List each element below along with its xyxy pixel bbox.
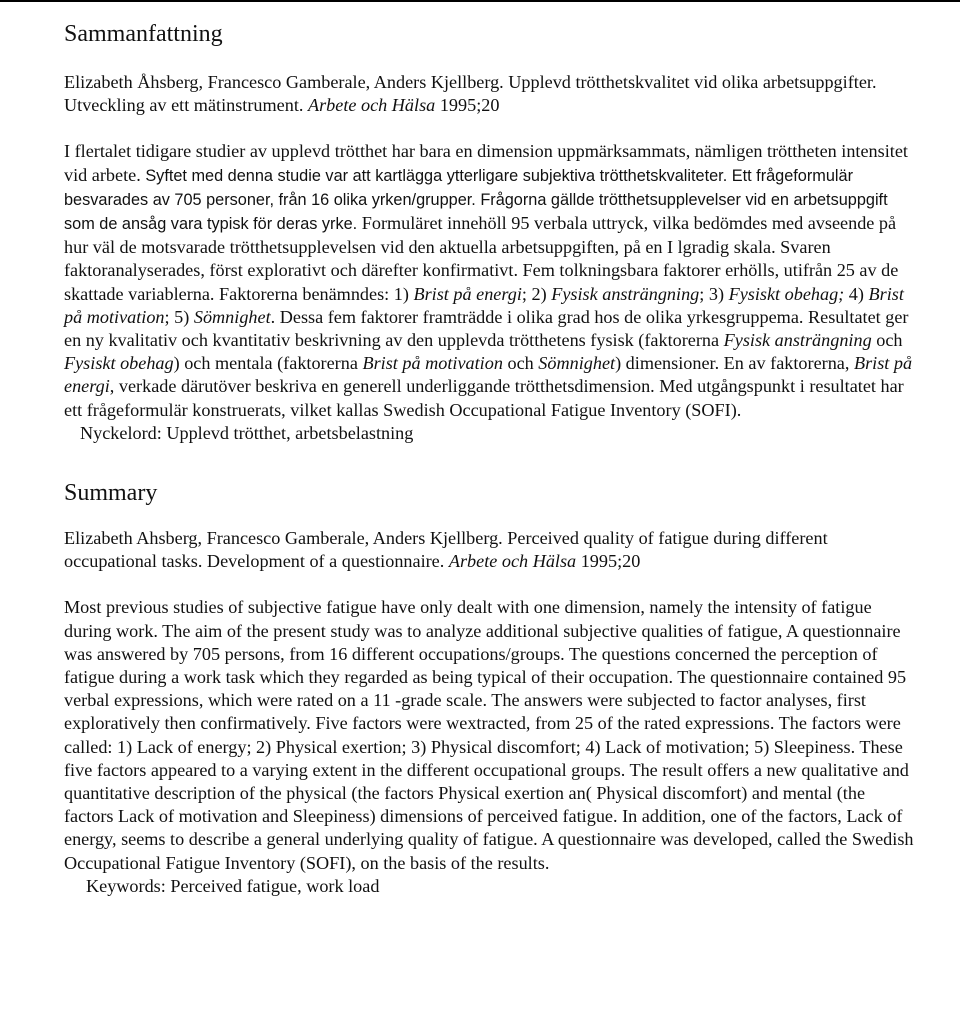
heading-summary: Summary bbox=[64, 480, 158, 507]
abstract-text: , verkade därutöver beskriva en generell underliggande trötthetsdimension. Med utgångspunkt i resultatet har ett frågeformulär konstruerats, vilket kallas Swedish Occupational Fatigue Inventory (SOFI). bbox=[64, 376, 904, 420]
swedish-citation-year: 1995;20 bbox=[435, 95, 500, 116]
swedish-keywords: Nyckelord: Upplevd trötthet, arbetsbelastning bbox=[80, 422, 414, 443]
english-citation-journal: Arbete och Hälsa bbox=[448, 551, 577, 572]
english-citation-authors-title: Elizabeth Ahsberg, Francesco Gamberale, Anders Kjellberg. Perceived quality of fatigue during different occupational tasks. Development of a questionnaire. bbox=[64, 528, 828, 572]
factor-term: Brist på energi bbox=[64, 353, 913, 397]
document-page bbox=[64, 0, 914, 898]
abstract-text: ; 3) bbox=[699, 283, 729, 304]
swedish-citation-journal: Arbete och Hälsa bbox=[307, 95, 436, 116]
swedish-citation-authors-title: Elizabeth Åhsberg, Francesco Gamberale, Anders Kjellberg. Upplevd trötthetskvalitet vid olika arbetsuppgifter. Utveckling av ett mätinstrument. bbox=[64, 72, 877, 116]
factor-term: Fysiskt obehag; bbox=[728, 283, 845, 304]
abstract-text: 4) bbox=[844, 283, 869, 304]
factor-term: Fysisk ansträngning bbox=[723, 330, 872, 351]
heading-sammanfattning: Sammanfattning bbox=[64, 21, 223, 47]
factor-term: Brist på energi bbox=[413, 283, 522, 304]
abstract-sentence: Formuläret innehöll 95 verbala uttryck, vilka bedömdes med avseende på hur väl de motsvarade trötthetsupplevelsen vid den aktuella arbetsuppgiften, på en I lgradig skala. Svaren faktoranalyserades, först explorativt och därefter konfirmativt. Fem tolkningsbara faktorer erhölls, utifrån 25 av de skattade variablerna. Faktorerna benämndes: 1) bbox=[64, 213, 899, 304]
english-citation bbox=[64, 527, 914, 573]
abstract-sentence: I flertalet tidigare studier av upplevd trötthet har bara en dimension uppmärksammats, nämligen tröttheten intensitet vid arbete. bbox=[64, 141, 908, 185]
factor-term: Fysisk ansträngning bbox=[551, 283, 700, 304]
factor-term: Brist på motivation bbox=[64, 283, 904, 327]
english-abstract: Most previous studies of subjective fatigue have only dealt with one dimension, namely the intensity of fatigue during work. The aim of the present study was to analyze additional subjective qualities of fatigue, A questionnaire was answered by 705 persons, from 16 different occupations/groups. The questions concerned the perception of fatigue during a work task which they regarded as being typical of their occupation. The questionnaire contained 95 verbal expressions, which were rated on a 11 -grade scale. The answers were subjected to factor analyses, first exploratively then confirmatively. Five factors were wextracted, from 25 of the rated expressions. The factors were called: 1) Lack of energy; 2) Physical exertion; 3) Physical discomfort; 4) Lack of motivation; 5) Sleepiness. These five factors appeared to a varying extent in the different occupational groups. The result offers a new qualitative and quantitative description of the physical (the factors Physical exertion an( Physical discomfort) and mental (the factors Lack of motivation and Sleepiness) dimensions of perceived fatigue. In addition, one of the factors, Lack of energy, seems to describe a general underlying quality of fatigue. A questionnaire was developed, called the Swedish Occupational Fatigue Inventory (SOFI), on the basis of the results. bbox=[64, 597, 914, 873]
english-summary-section bbox=[64, 445, 914, 898]
abstract-text: ) och mentala (faktorerna bbox=[173, 353, 363, 374]
english-citation-year: 1995;20 bbox=[576, 551, 641, 572]
abstract-text: ; 5) bbox=[164, 306, 194, 327]
swedish-summary-section bbox=[64, 0, 914, 445]
abstract-text: och bbox=[871, 330, 903, 351]
abstract-text: och bbox=[502, 353, 539, 374]
factor-term: Brist på motivation bbox=[362, 353, 503, 374]
abstract-text: ) dimensioner. En av faktorerna, bbox=[615, 353, 854, 374]
english-keywords: Keywords: Perceived fatigue, work load bbox=[86, 875, 380, 896]
abstract-sans-passage: Syftet med denna studie var att kartlägga ytterligare subjektiva trötthetskvaliteter. Ett frågeformulär besvarades av 705 personer, från 16 olika yrken/grupper. Frågorna gällde trötthetsupplevelser vid en arbetsuppgift som de ansåg vara typisk för deras yrke. bbox=[64, 166, 888, 234]
factor-term: Sömnighet bbox=[193, 306, 271, 327]
factor-term: Fysiskt obehag bbox=[64, 353, 174, 374]
factor-term: Sömnighet bbox=[538, 353, 616, 374]
swedish-abstract bbox=[64, 140, 914, 421]
abstract-text: . Dessa fem faktorer framträdde i olika grad hos de olika yrkesgruppema. Resultatet ger en ny kvalitativ och kvantitativ beskrivning av den upplevda trötthetens fysisk (faktorerna bbox=[64, 306, 909, 351]
swedish-citation bbox=[64, 71, 914, 117]
abstract-text: ; 2) bbox=[521, 283, 552, 304]
